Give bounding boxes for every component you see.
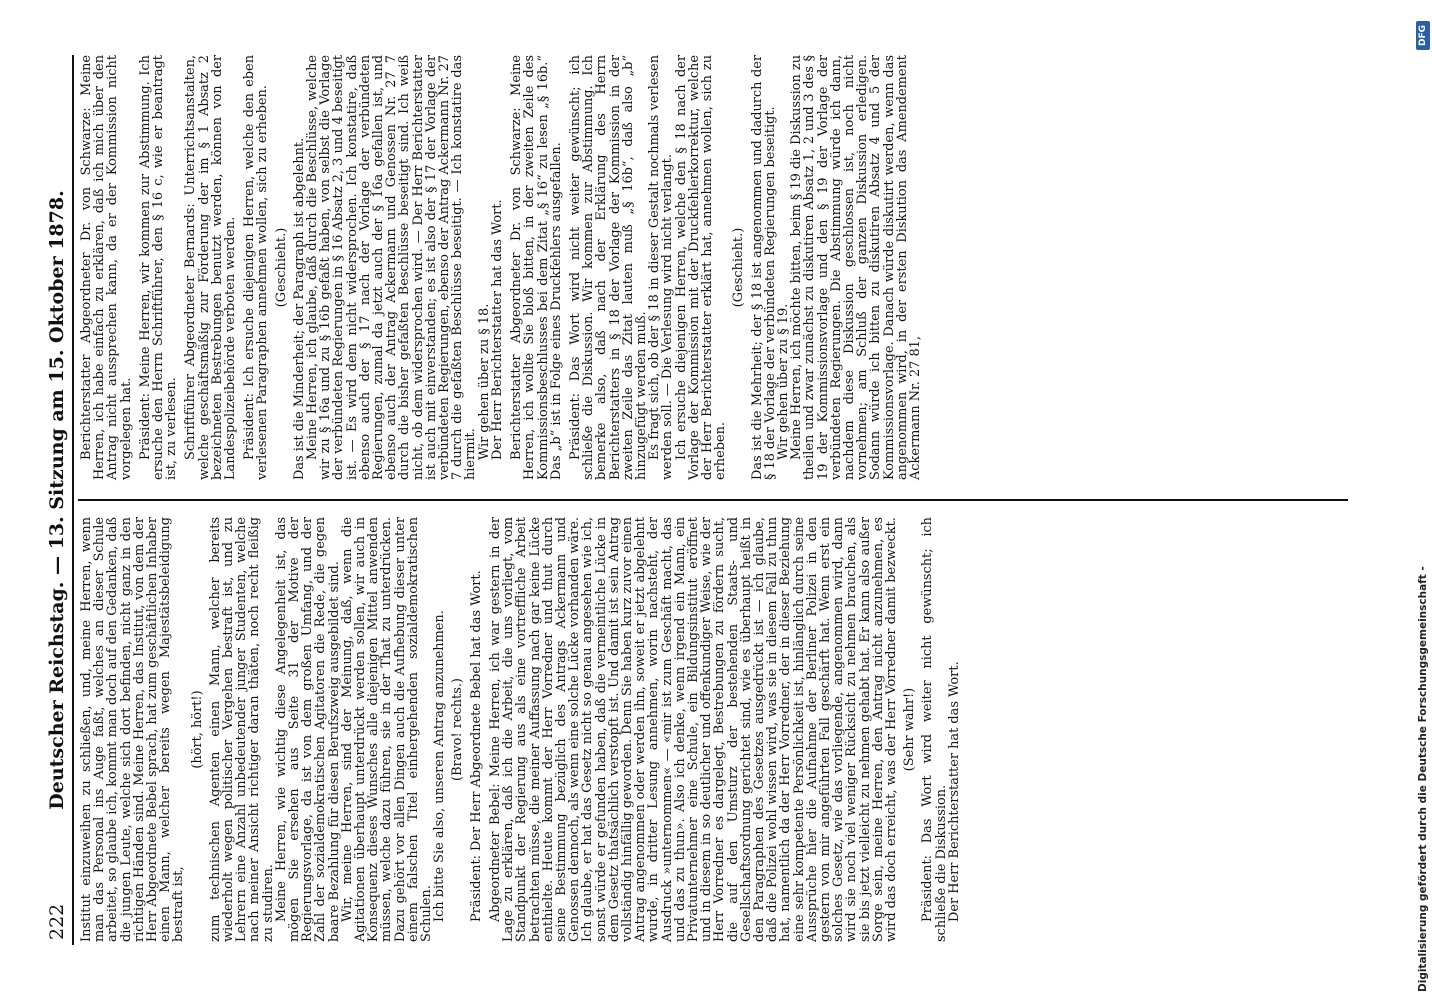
interjection: (Sehr wahr!) xyxy=(902,687,918,772)
paragraph: Wir gehen über zu § 19. xyxy=(775,303,791,460)
page-number: 222 xyxy=(46,903,68,940)
paragraph: Das ist die Mehrheit; der § 18 ist angenommen und dadurch der § 18 der Vorlage der verbündeten Regierungen beseitigt. xyxy=(749,55,778,480)
paragraph: Wir, meine Herren, sind der Meinung, daß, wenn die Agitationen überhaupt unterdrückt werden sollen, wir auch in Konsequenz dieses Wunsches alle diejenigen Mittel anwenden müssen, welche dazu führen, sie in der That zu unterdrücken. Dazu gehört vor allen Dingen auch die Aufhebung dieser unter einem falschen Titel einhergehenden sozialdemokratischen Schulen. xyxy=(339,517,435,942)
paragraph: Der Herr Berichterstatter hat das Wort. xyxy=(489,199,505,460)
paragraph: Der Herr Berichterstatter hat das Wort. xyxy=(946,661,962,922)
paragraph: Institut einzuweihen zu schließen, und, meine Herren, wenn man das Personal ins Auge faßt, welches an dieser Schule arbeitet, so glaube ich, kommt man doch auf den Gedanken, daß die jungen Leute, welche sich dort befinden, nicht ganz in den richtigen Händen sind. Meine Herren, das Institut, von dem der Herr Abgeordnete Bebel sprach, hat zum geschäftlichen Inhaber einen Mann, welcher bereits wegen Majestätsbeleidigung bestraft ist, xyxy=(79,517,187,942)
interjection: (Geschieht.) xyxy=(731,227,747,308)
left-title: Deutscher Reichstag. — xyxy=(46,555,68,810)
paragraph: Präsident: Das Wort wird nicht weiter gewünscht; ich schließe die Diskussion. Wir kommen zur Abstimmung. Ich bemerke also, daß nach der Erklärung des Herrn Berichterstatters in § 18 der Vorlage der Kommission in der zweiten Zeile das Zitat lauten muß „§ 16b“, daß also „b“ hinzugefügt werden muß. xyxy=(567,55,649,480)
paragraph: Wir gehen über zu § 18. xyxy=(476,303,492,460)
paragraph: Ich bitte Sie also, unseren Antrag anzunehmen. xyxy=(432,610,448,922)
interjection: (hört, hört!) xyxy=(189,690,205,769)
left-column xyxy=(80,517,961,942)
dfg-stamp xyxy=(1414,0,1432,1000)
paragraph: Berichterstatter Abgeordneter Dr. von Schwarze: Meine Herren, ich habe einfach zu erklären, daß ich mich über den Antrag nicht aussprechen kann, da er der Kommission nicht vorgelegen hat. xyxy=(79,55,134,480)
paragraph: Präsident: Der Herr Abgeordnete Bebel hat das Wort. xyxy=(468,570,484,922)
page-title xyxy=(46,60,68,940)
paragraph: Meine Herren, ich möchte bitten, beim § 19 die Diskussion zu theilen und zwar zunächst zu diskutiren Absatz 1, 2 und 3 des § 19 der Kommissionsvorlage und den § 19 der Vorlage der verbündeten Regierungen. Die Abstimmung würde ich dann, nachdem diese Diskussion geschlossen ist, noch nicht vornehmen; am Schluß der ganzen Diskussion erledigen. Sodann würde ich bitten zu diskutiren Absatz 4 und 5 der Kommissionsvorlage. Danach würde diskutirt werden, wenn das angenommen wird, in der ersten Diskution das Amendement Ackermann Nr. 27 81, xyxy=(789,55,923,480)
header-rule xyxy=(72,55,74,945)
paragraph: Präsident: Ich ersuche diejenigen Herren, welche den eben verlesenen Paragraphen annehmen wollen, sich zu erheben. xyxy=(242,55,271,480)
paragraph: Berichterstatter Abgeordneter Dr. von Schwarze: Meine Herren, ich wollte Sie bloß bitten, in der zweiten Zeile des Kommissionsbeschlusses bei dem Zitat „§ 16“ zu lesen „§ 16b.“ Das „b“ ist in Folge eines Druckfehlers ausgefallen. xyxy=(509,55,564,480)
right-column xyxy=(80,55,922,480)
paragraph: Präsident: Meine Herren, wir kommen zur Abstimmung. Ich ersuche den Herrn Schriftführer, den § 16 c, wie er beantragt ist, zu verlesen. xyxy=(137,55,180,480)
paragraph: Schriftführer Abgeordneter Bernards: Unterrichtsanstalten, welche geschäftsmäßig zur Förderung der im § 1 Absatz 2 bezeichneten Bestrebungen benutzt werden, können von der Landespolizeibehörde verboten werden. xyxy=(183,55,239,480)
paragraph: Es fragt sich, ob der § 18 in dieser Gestalt nochmals verlesen werden soll. — Die Verlesung wird nicht verlangt. xyxy=(647,55,676,480)
paragraph: Präsident: Das Wort wird weiter nicht gewünscht; ich schließe die Diskussion. xyxy=(920,517,949,942)
paragraph: Ich ersuche diejenigen Herren, welche den § 18 nach der Vorlage der Kommission mit der Druckfehlerkorrektur, welche der Herr Berichterstatter erklärt hat, annehmen wollen, sich zu erheben. xyxy=(673,55,729,480)
stamp-text: Digitalisierung gefördert durch die Deutsche Forschungsgemeinschaft - xyxy=(1417,566,1429,992)
column-divider xyxy=(78,499,1348,501)
center-title: 13. Sitzung am 15. Oktober 1878. xyxy=(46,190,68,550)
interjection: (Geschieht.) xyxy=(273,227,289,308)
paragraph: Das ist die Minderheit; der Paragraph ist abgelehnt. xyxy=(291,137,307,480)
dfg-logo: DFG xyxy=(1416,21,1430,50)
page-header xyxy=(46,60,68,940)
paragraph: Meine Herren, wie wichtig diese Angelegenheit ist, das mögen Sie ersehen aus Seite 31 der Motive der Regierungsvorlage, da ist von dem großen Umfang, und der Zahl der sozialdemokratischen Agitatoren die Rede, die gegen baare Bezahlung für diesen Berufszweig ausgebildet sind. xyxy=(273,517,342,942)
interjection: (Bravo! rechts.) xyxy=(450,678,466,781)
paragraph: zum technischen Agenten einen Mann, welcher bereits wiederholt wegen politischer Vergehen bestraft ist, und zu Lehrern eine Anzahl unbedeutender junger Studenten, welche nach meiner Ansicht richtiger daran thäten, noch recht fleißig zu studiren. xyxy=(207,517,276,942)
paragraph: Meine Herren, ich glaube, daß durch die Beschlüsse, welche wir zu § 16a und zu § 16b gefaßt haben, von selbst die Vorlage der verbündeten Regierungen in § 16 Absatz 2, 3 und 4 beseitigt ist. — Es wird dem nicht widersprochen. Ich konstatire, daß ebenso auch der § 17 nach der Vorlage der verbündeten Regierungen, zumal da jetzt auch der § 16a gefallen ist, und ebenso auch der Antrag Ackermann und Genossen Nr. 27 7 durch die bisher gefaßten Beschlüsse beseitigt sind. Ich weiß nicht, ob dem widersprochen wird. — Der Herr Berichterstatter ist auch mit einverstanden; es ist also der § 17 der Vorlage der verbündeten Regierungen, ebenso der Antrag Ackermann Nr. 27 7 durch die gefaßten Beschlüsse beseitigt. — Ich konstatire das hiermit. xyxy=(305,55,479,480)
paragraph: Abgeordneter Bebel: Meine Herren, ich war gestern in der Lage zu erklären, daß ich die Arbeit, die uns vorliegt, vom Standpunkt der Regierung aus als eine vortreffliche Arbeit betrachten müsse, die meiner Auffassung nach gar keine Lücke enthielte. Heute kommt der Herr Vorredner und thut durch seine Bestimmung bezüglich des Antrags Ackermann und Genossen dennoch, als wenn eine solche Lücke vorhanden wäre. Ich glaube, er hat das Gesetz nicht so genau angesehen wie ich, sonst würde er gefunden haben, daß die vermeintliche Lücke in dem Gesetz thatsächlich verstopft ist. Und damit ist sein Antrag vollständig hinfällig geworden. Denn Sie haben kurz zuvor einen Antrag angenommen oder werden ihn, soweit er jetzt abgelehnt wurde, in dritter Lesung annehmen, worin nachsteht, der Ausdruck »unternommen« — «mir ist zum Geschäft macht, das und das zu thun». Also ich denke, wenn irgend ein Mann, ein Privatunternehmer eine Schule, ein Bildungsinstitut eröffnet und in diesem in so deutlicher und offenkundiger Weise, wie der Herr Vorredner es dargelegt, Bestrebungen zu fördern sucht, die auf den Umsturz der bestehenden Staats- und Gesellschaftsordnung gerichtet sind, wie es überhaupt heißt in den Paragraphen des Gesetzes ausgedrückt ist — ich glaube, daß die Polizei wohl wissen wird, was sie in diesem Fall zu thun hat, namentlich da der Herr Vorredner, der in dieser Beziehung eine sehr kompetente Persönlichkeit ist, hinlänglich durch seine Aussprüche hier die Aufnahme der Berliner Polizei in den gestern von mir angeführten Fall geschärft hat. Wenn erst ein solches Gesetz, wie das vorliegende, angenommen wird, dann wird sie noch viel weniger Rücksicht zu nehmen brauchen, als sie bis jetzt vielleicht zu nehmen gehabt hat. Er kann also außer Sorge sein, meine Herren, den Antrag nicht anzunehmen, es wird das doch erreicht, was der Herr Vorredner damit bezweckt. xyxy=(487,517,899,942)
